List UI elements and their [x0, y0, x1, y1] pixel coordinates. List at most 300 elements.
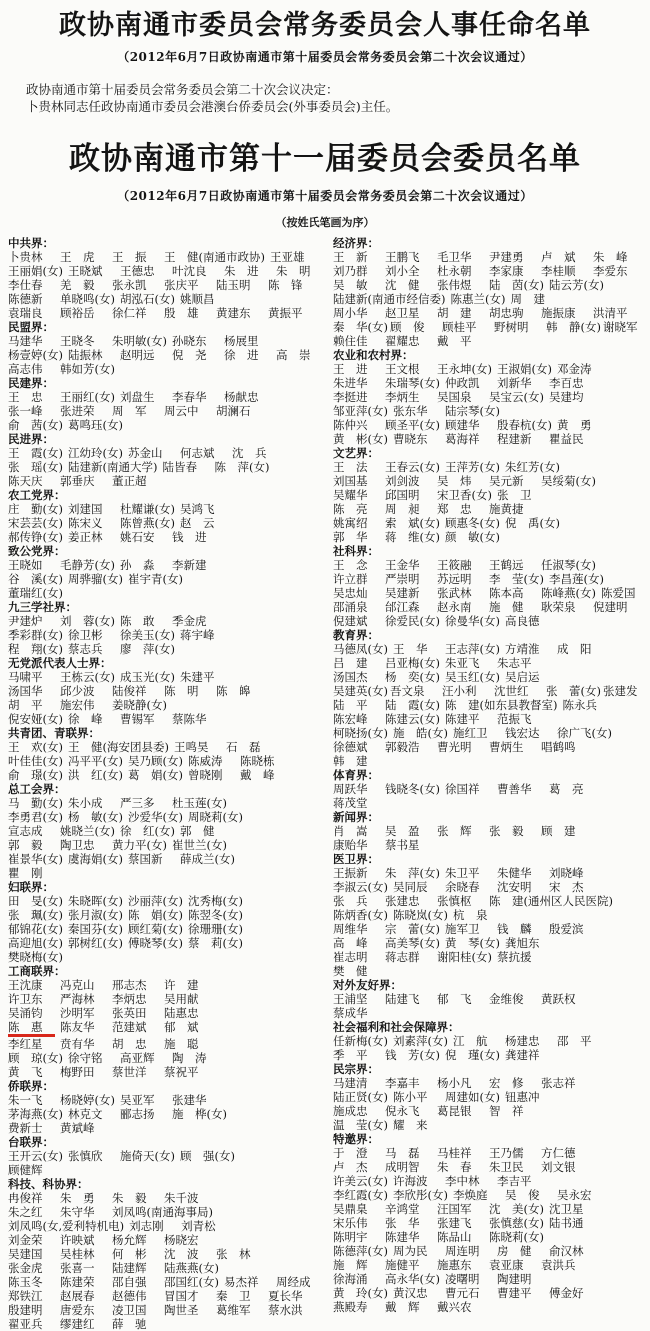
- name-row: [333, 1244, 650, 1258]
- section-title: 台联界：: [8, 1134, 54, 1149]
- section: [333, 768, 650, 810]
- member-name: 施成忠: [333, 1103, 368, 1118]
- name-row: [8, 1037, 325, 1051]
- decision-paragraph: [26, 81, 642, 115]
- member-name: 吴用献: [164, 991, 199, 1006]
- member-name: 葛维军: [216, 1302, 251, 1317]
- member-name: 张武林: [437, 585, 472, 600]
- member-name: 王萍芳(女): [444, 459, 500, 474]
- member-name: 朱卫民: [489, 1159, 524, 1174]
- member-name: 陈明宇: [333, 1229, 368, 1244]
- member-name: 李百忠: [548, 375, 584, 390]
- section-title: 教育界：: [333, 627, 379, 642]
- member-name: 宣志成: [8, 823, 43, 838]
- member-name: 袁瑞良: [8, 305, 43, 320]
- member-name: 赵 云: [179, 515, 215, 530]
- member-name: 周连明: [444, 1243, 480, 1258]
- section: [333, 236, 650, 348]
- member-name: 姚石安: [119, 529, 155, 544]
- member-name: 缪建红: [60, 1316, 95, 1331]
- member-name: 蔡抗援: [496, 949, 532, 964]
- member-name: 崔志明: [333, 949, 368, 964]
- member-name: 王 振: [112, 249, 147, 264]
- member-name: 邹亚萍(女): [333, 403, 388, 418]
- member-name: 严崇明: [385, 571, 420, 586]
- member-name: 蔡书星: [385, 837, 420, 852]
- member-name: 陈建云(女): [385, 711, 440, 726]
- member-name: 陈宏峰: [333, 711, 368, 726]
- member-name: 姜正林: [67, 529, 103, 544]
- member-name: 戴兴农: [437, 1299, 472, 1314]
- member-name: 任新梅(女): [333, 1033, 388, 1048]
- member-name: 郁 斌: [164, 1019, 199, 1034]
- name-row: [8, 1163, 325, 1177]
- member-name: 张月淑(女): [67, 907, 123, 922]
- member-name: 胡 建: [437, 305, 472, 320]
- member-name: 袁亚康: [489, 1257, 524, 1272]
- member-name: 刘凤鸣(南通海事局): [112, 1204, 213, 1219]
- member-name: 刘小全: [385, 263, 420, 278]
- member-name: 陆 平: [333, 697, 368, 712]
- member-name: 刘素萍(女): [392, 1033, 448, 1048]
- member-name: 冯克山: [60, 977, 95, 992]
- member-name: 徐德斌: [333, 739, 368, 754]
- name-row: [8, 670, 325, 684]
- name-row: [8, 334, 325, 348]
- member-name: 蔡国新: [127, 851, 163, 866]
- member-name: 宋芸芸(女): [8, 515, 63, 530]
- member-name: 吴建国: [8, 1246, 43, 1261]
- name-row: [333, 796, 650, 810]
- member-name: 郑铁江: [8, 1288, 43, 1303]
- member-name: 顾建华: [444, 417, 480, 432]
- name-row: [8, 1107, 325, 1121]
- name-row: [333, 558, 650, 572]
- member-name: 樊晓梅(女): [8, 949, 63, 964]
- left-column: [8, 236, 325, 1331]
- member-name: 董瑞红(女): [8, 585, 63, 600]
- member-name: 杨 敏(女): [67, 809, 123, 824]
- member-name: 崔世兰(女): [171, 837, 227, 852]
- section-title: 民进界：: [8, 431, 54, 446]
- name-row: [8, 474, 325, 488]
- member-name: 许映斌: [60, 1232, 95, 1247]
- name-row: [333, 264, 650, 278]
- member-name: 易杰祥: [223, 1274, 259, 1289]
- member-name: 唐爱东: [60, 1302, 95, 1317]
- member-name: 葛鸣珏(女): [67, 417, 123, 432]
- name-row: [333, 418, 650, 432]
- name-row: [8, 810, 325, 824]
- member-name: 吴玉红(女): [444, 669, 500, 684]
- member-name: 张建发: [603, 683, 638, 698]
- section: [333, 628, 650, 768]
- member-name: 耿荣泉: [541, 599, 576, 614]
- member-name: 陈建平: [444, 711, 480, 726]
- member-name: 戴 平: [437, 333, 472, 348]
- member-name: 洪 红(女): [67, 767, 123, 782]
- name-row: [333, 362, 650, 376]
- member-name: 许美云(女): [333, 1173, 388, 1188]
- member-name: 姚晓兰(女): [60, 823, 115, 838]
- member-name: 秦 华(女): [333, 319, 388, 334]
- member-name: 徐曼华(女): [444, 613, 500, 628]
- member-name: 刘新华: [496, 375, 532, 390]
- member-name: 陆惠忠: [164, 1005, 199, 1020]
- member-name: 朱志平: [496, 655, 532, 670]
- member-name: 朱亚飞: [444, 655, 480, 670]
- member-name: 王 健(南通市政协): [164, 249, 265, 264]
- member-name: 高志伟: [8, 361, 43, 376]
- section: [333, 1062, 650, 1132]
- name-row: [8, 306, 325, 320]
- name-row: [333, 880, 650, 894]
- member-name: 苏金山: [127, 445, 163, 460]
- name-row: [8, 1006, 325, 1020]
- member-name: 张志祥: [541, 1075, 576, 1090]
- member-name: 吴亚军: [119, 1092, 155, 1107]
- member-name: 刘 蓉(女): [60, 613, 115, 628]
- member-name: 蒋志群: [385, 949, 420, 964]
- member-name: 张 瑶(女): [8, 459, 63, 474]
- member-name: 吴永宏: [556, 1187, 592, 1202]
- member-name: 顾桂平: [442, 319, 477, 334]
- member-name: 张慎欣: [67, 1148, 103, 1163]
- member-name: 韩 建: [333, 753, 368, 768]
- member-name: 施军卫: [444, 921, 480, 936]
- name-row: [8, 698, 325, 712]
- member-name: 陆燕燕(女): [164, 1260, 219, 1275]
- member-name: 余晓春: [444, 879, 480, 894]
- member-name: 张 华: [385, 1215, 420, 1230]
- member-name: 蒋 维(女): [385, 529, 440, 544]
- member-name: 王 华: [392, 641, 428, 656]
- section-title: 新闻界：: [333, 809, 379, 824]
- member-name: 徐爱民(女): [385, 613, 440, 628]
- member-name: 宏 修: [489, 1075, 524, 1090]
- section-title: 侨联界：: [8, 1078, 54, 1093]
- member-name: 李炳忠: [112, 991, 147, 1006]
- name-row: [8, 264, 325, 278]
- member-name: 钱晓冬(女): [385, 781, 440, 796]
- name-row: [333, 1300, 650, 1314]
- member-name: 王筱融: [437, 557, 472, 572]
- member-name: 陈峰燕(女): [541, 585, 596, 600]
- section-title: 特邀界：: [333, 1131, 379, 1146]
- member-name: 谷 溪(女): [8, 571, 63, 586]
- member-name: 康贻华: [333, 837, 368, 852]
- member-name: 顾裕岳: [60, 305, 95, 320]
- member-name: 黄跃权: [541, 991, 576, 1006]
- member-name-red-underlined: 陈 惠: [8, 1020, 55, 1037]
- decision-line: 政协南通市第十届委员会常务委员会第二十次会议决定：: [26, 82, 339, 98]
- member-name: 张庆平: [164, 277, 199, 292]
- member-name: 王乃儒: [489, 1145, 524, 1160]
- member-name: 李勇君(女): [8, 809, 63, 824]
- member-name: 周 军: [112, 403, 147, 418]
- member-name: 朱瑞琴(女): [385, 375, 440, 390]
- member-name: 邢志杰: [112, 977, 147, 992]
- section-title: 体育界：: [333, 767, 379, 782]
- name-row: [333, 572, 650, 586]
- name-row: [333, 754, 650, 768]
- section: [8, 544, 325, 600]
- member-name: 钱宏达: [504, 725, 540, 740]
- member-name: 冉俊祥: [8, 1190, 43, 1205]
- member-name: 张喜一: [60, 1260, 95, 1275]
- member-name: 任淑琴(女): [541, 557, 596, 572]
- name-row: [333, 1272, 650, 1286]
- member-name: 邱国明: [385, 487, 420, 502]
- name-row: [8, 558, 325, 572]
- name-row: [333, 866, 650, 880]
- member-name: 张东华: [392, 403, 428, 418]
- name-row: [8, 1020, 325, 1037]
- member-name: 曹建平: [496, 1285, 532, 1300]
- member-name: 蔡成华: [333, 1005, 368, 1020]
- member-name: 杜玉莲(女): [171, 795, 227, 810]
- member-name: 杨展里: [223, 333, 259, 348]
- member-name: 尹建勇: [489, 249, 524, 264]
- member-name: 吴乃顾(女): [127, 753, 183, 768]
- member-name: 杨允辉: [112, 1232, 147, 1247]
- member-name: 凌曙明: [444, 1271, 480, 1286]
- member-name: 柯晓扬(女): [333, 725, 388, 740]
- name-row: [333, 502, 650, 516]
- name-row: [8, 950, 325, 964]
- appointment-subtitle: （2012年6月7日政协南通市第十届委员会常务委员会第二十次会议通过）: [117, 50, 533, 65]
- member-name: 姚顺昌: [179, 291, 215, 306]
- member-name: 江幼玲(女): [67, 445, 123, 460]
- member-name: 瞿 刚: [8, 865, 43, 880]
- member-name: 陆云芳(女): [548, 277, 604, 292]
- member-name: 徐国祥: [444, 781, 480, 796]
- name-row: [8, 586, 325, 600]
- member-name: 郑 忠: [437, 501, 472, 516]
- member-name: 曹光明: [437, 739, 472, 754]
- member-name: 陈本高: [489, 585, 524, 600]
- member-name: 徐美玉(女): [119, 627, 175, 642]
- member-name: 曹晓东: [392, 431, 428, 446]
- section: [333, 1132, 650, 1314]
- member-name: 邵国红(女): [164, 1274, 219, 1289]
- member-name: 陈永兵: [562, 697, 597, 712]
- member-name: 马 磊: [385, 1145, 420, 1160]
- decision-line: 卜贵林同志任政协南通市委员会港澳台侨委员会(外事委员会)主任。: [26, 99, 399, 115]
- name-row: [8, 894, 325, 908]
- member-name: 陈 娟(女): [127, 907, 183, 922]
- name-row: [8, 1191, 325, 1205]
- member-name: 周维华: [333, 921, 368, 936]
- member-name: 陈威涛: [187, 753, 223, 768]
- member-name: 秦国芬(女): [67, 921, 123, 936]
- member-name: 陶建明: [496, 1271, 532, 1286]
- member-name: 陈 皞: [216, 683, 251, 698]
- member-name: 周 建: [510, 291, 545, 306]
- name-row: [333, 782, 650, 796]
- member-name: 施宏伟: [60, 697, 95, 712]
- member-name: 朱进华: [333, 375, 368, 390]
- member-name: 翟亚兵: [8, 1316, 43, 1331]
- member-name: 朱 春: [437, 1159, 472, 1174]
- member-name: 蔡世洋: [112, 1064, 147, 1079]
- member-name: 谢晓军: [603, 319, 638, 334]
- member-name: 单晓鸣(女): [60, 291, 115, 306]
- name-row: [8, 768, 325, 782]
- member-name: 周小华: [333, 305, 368, 320]
- name-row: [8, 1051, 325, 1065]
- member-name: 何 彬: [112, 1246, 147, 1261]
- member-name: 黄 彬(女): [333, 431, 388, 446]
- section-title: 科技、科协界：: [8, 1176, 89, 1191]
- member-name: 朱建平: [179, 669, 215, 684]
- member-name: 杨建忠: [504, 1033, 540, 1048]
- member-name: 陈德新: [8, 291, 43, 306]
- member-name: 张建华: [171, 1092, 207, 1107]
- member-name: 陆建辉: [112, 1260, 147, 1275]
- section-title: 对外友好界：: [333, 977, 402, 992]
- name-row: [8, 922, 325, 936]
- name-row: [8, 936, 325, 950]
- member-name: 朱 明: [275, 263, 311, 278]
- member-name: 陈 锋: [268, 277, 303, 292]
- member-name: 金维俊: [489, 991, 524, 1006]
- member-name: 吕亚梅(女): [385, 655, 440, 670]
- member-name: 马德凤(女): [333, 641, 388, 656]
- member-name: 倪 尧: [171, 347, 207, 362]
- section: [8, 726, 325, 782]
- member-name: 吴鸿飞: [179, 501, 215, 516]
- member-name: 王晓如: [8, 557, 43, 572]
- member-name: 季彩群(女): [8, 627, 63, 642]
- member-name: 孙 淼: [119, 557, 155, 572]
- name-row: [333, 1230, 650, 1244]
- name-row: [8, 502, 325, 516]
- member-name: 陈 萍(女): [214, 459, 270, 474]
- member-name: 陈玉冬: [8, 1274, 43, 1289]
- section-title: 农业和农村界：: [333, 347, 414, 362]
- member-name: 李仕春: [8, 277, 43, 292]
- name-row: [333, 1258, 650, 1272]
- member-name: 葛 亮: [548, 781, 584, 796]
- member-name: 沈 兵: [231, 445, 267, 460]
- member-name: 黄 勇: [556, 417, 592, 432]
- member-name: 郁 飞: [437, 991, 472, 1006]
- member-name: 马建华: [8, 333, 43, 348]
- member-name: 陈曾燕(女): [119, 515, 175, 530]
- member-name: 沈世红: [494, 683, 529, 698]
- member-name: 温 莹(女): [333, 1117, 388, 1132]
- name-row: [8, 1303, 325, 1317]
- member-name: 朱守华: [60, 1204, 95, 1219]
- member-name: 刘文银: [541, 1159, 576, 1174]
- member-name: 陈 建(通州区人民医院): [489, 893, 613, 908]
- member-name: 徐卫彬: [67, 627, 103, 642]
- member-name: 袁洪兵: [541, 1257, 576, 1272]
- member-name: 郭树红(女): [67, 935, 123, 950]
- member-name: 李桂顺: [541, 263, 576, 278]
- name-row: [333, 922, 650, 936]
- member-name: 杨晓宏: [164, 1232, 199, 1247]
- member-name: 薛成兰(女): [179, 851, 235, 866]
- member-name: 徐仁祥: [112, 305, 147, 320]
- member-name: 黄 飞: [8, 1064, 43, 1079]
- member-name: 仲政凯: [444, 375, 480, 390]
- member-name: 朱 萍(女): [385, 865, 440, 880]
- member-name: 顾健辉: [8, 1162, 43, 1177]
- member-name: 李爱东: [593, 263, 628, 278]
- member-name: 龚旭东: [504, 935, 540, 950]
- member-name: 卢 杰: [333, 1159, 368, 1174]
- member-name: 施健平: [385, 1257, 420, 1272]
- member-name: 林克文: [67, 1106, 103, 1121]
- member-name: 赵明远: [119, 347, 155, 362]
- name-row: [8, 712, 325, 726]
- member-name: 宗 蕾(女): [385, 921, 440, 936]
- member-name: 龚建祥: [504, 1047, 540, 1062]
- section-title: 民建界：: [8, 375, 54, 390]
- name-row: [8, 866, 325, 880]
- member-name: 沈 美(女): [489, 1201, 544, 1216]
- member-name: 许海波: [392, 1173, 428, 1188]
- member-name: 张 毅: [489, 823, 524, 838]
- member-name: 王 进: [333, 361, 368, 376]
- member-name: 胡忠驹: [489, 305, 524, 320]
- member-name: 王晓冬: [60, 333, 95, 348]
- member-name: 张 珮(女): [8, 907, 63, 922]
- member-name: 杜耀谦(女): [119, 501, 175, 516]
- member-name: 陈天庆: [8, 473, 43, 488]
- member-name: 刘金荣: [8, 1232, 43, 1247]
- member-name: 陈翌冬(女): [187, 907, 243, 922]
- member-name: 张建飞: [437, 1215, 472, 1230]
- name-row: [8, 824, 325, 838]
- member-name: 严海林: [60, 991, 95, 1006]
- member-name: 成玉光(女): [119, 669, 175, 684]
- section: [8, 320, 325, 376]
- name-row: [333, 1006, 650, 1020]
- member-name: 黄振平: [268, 305, 303, 320]
- name-row: [333, 656, 650, 670]
- section-title: 农工党界：: [8, 487, 66, 502]
- name-row: [333, 390, 650, 404]
- member-name: 施惠东: [437, 1257, 472, 1272]
- member-name: 姜晓静(女): [112, 697, 167, 712]
- member-name: 郭垂庆: [60, 473, 95, 488]
- member-name: 高亚辉: [119, 1050, 155, 1065]
- member-name: 蔡陈华: [171, 711, 207, 726]
- member-name: 施红卫: [452, 725, 488, 740]
- member-name: 张 兵: [333, 893, 368, 908]
- name-row: [333, 250, 650, 264]
- member-name: 陈爱国: [600, 585, 636, 600]
- member-name: 樊 健: [333, 963, 368, 978]
- section: [333, 446, 650, 544]
- member-name: 张永凯: [112, 277, 147, 292]
- member-name: 李嘉丰: [385, 1075, 420, 1090]
- member-name: 王 法: [333, 459, 368, 474]
- member-name: 朱 毅: [112, 1190, 147, 1205]
- section-title: 妇联界：: [8, 879, 54, 894]
- name-row: [333, 1104, 650, 1118]
- member-name: 陈晓栋: [239, 753, 275, 768]
- member-name: 张一峰: [8, 403, 43, 418]
- member-name: 施 皓(女): [392, 725, 448, 740]
- member-name: 杨晓婷(女): [60, 1092, 115, 1107]
- member-name: 倪安娅(女): [8, 711, 63, 726]
- member-name: 陈品山: [437, 1229, 472, 1244]
- member-name: 贲有华: [60, 1036, 95, 1051]
